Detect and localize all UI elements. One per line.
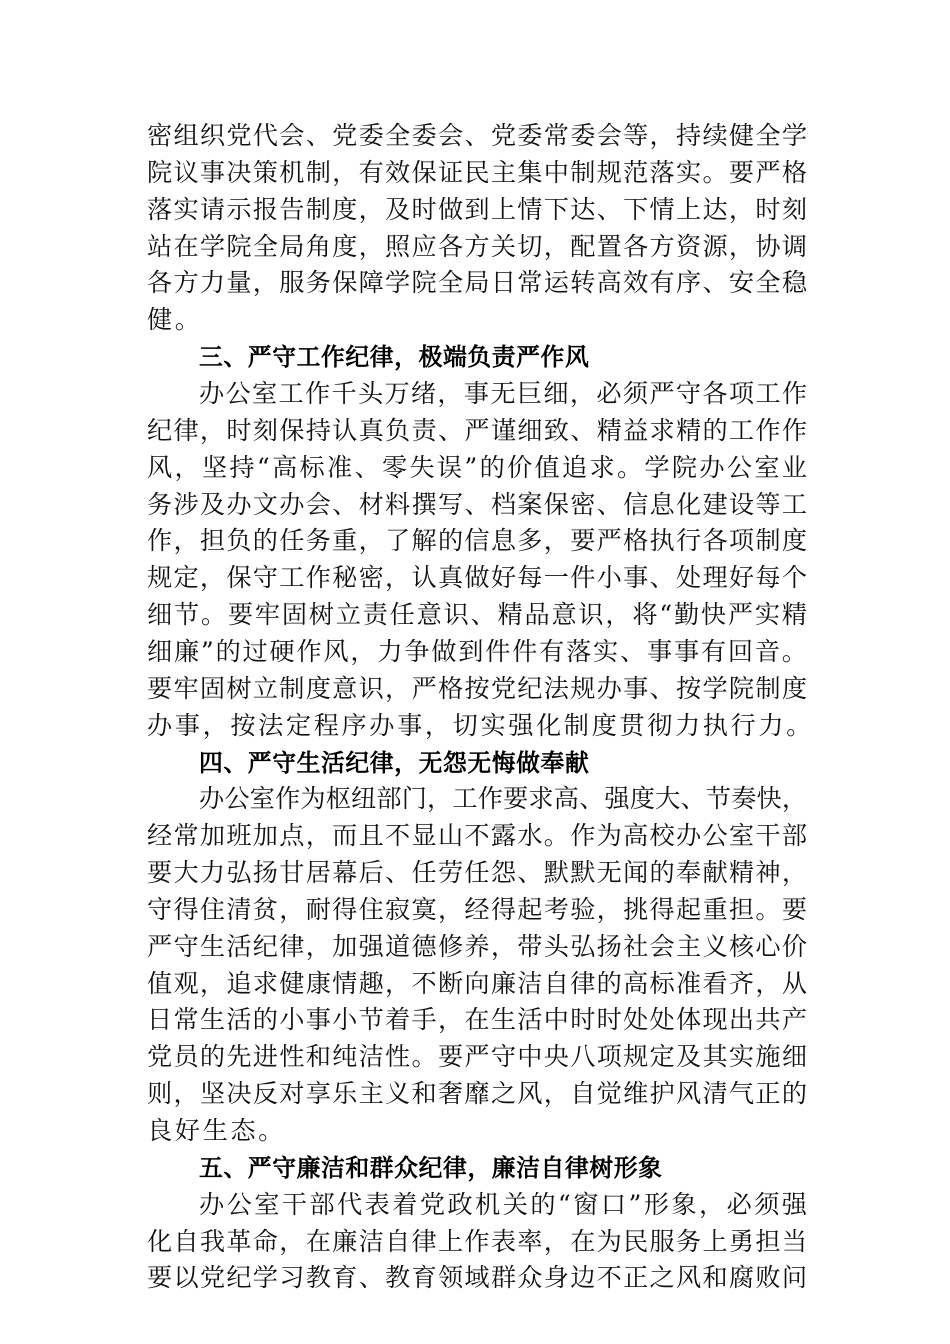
section-heading: 五、严守廉洁和群众纪律，廉洁自律树形象 [199, 1153, 663, 1182]
paragraph-first-line: 办公室工作千头万绪，事无巨细，必须严守各项工作 [199, 378, 807, 408]
body-text-line: 守得住清贫，耐得住寂寞，经得起考验，挑得起重担。要 [147, 894, 807, 924]
body-text-line: 站在学院全局角度，照应各方关切，配置各方资源，协调 [147, 231, 807, 261]
paragraph-last-line: 健。 [147, 305, 203, 335]
body-text-line: 密组织党代会、党委全委会、党委常委会等，持续健全学 [147, 121, 807, 150]
paragraph-last-line: 良好生态。 [147, 1116, 286, 1145]
body-text-line: 要牢固树立制度意识，严格按党纪法规办事、按学院制度 [147, 673, 807, 703]
body-text-line: 党员的先进性和纯洁性。要严守中央八项规定及其实施细 [147, 1042, 807, 1072]
body-text-line: 值观，追求健康情趣，不断向廉洁自律的高标准看齐，从 [147, 968, 807, 998]
body-text-line: 细廉”的过硬作风，力争做到件件有落实、事事有回音。 [147, 636, 807, 666]
body-text-line: 严守生活纪律，加强道德修养，带头弘扬社会主义核心价 [147, 931, 807, 961]
body-text-line: 各方力量，服务保障学院全局日常运转高效有序、安全稳 [147, 268, 807, 298]
body-text-line: 经常加班加点，而且不显山不露水。作为高校办公室干部 [147, 821, 807, 851]
body-text-line: 日常生活的小事小节着手，在生活中时时处处体现出共产 [147, 1005, 807, 1035]
body-text-line: 细节。要牢固树立责任意识、精品意识，将“勤快严实精 [147, 600, 807, 629]
section-heading: 四、严守生活纪律，无怨无悔做奉献 [199, 748, 590, 777]
body-text-line: 化自我革命，在廉洁自律上作表率，在为民服务上勇担当 [147, 1226, 807, 1256]
paragraph-first-line: 办公室干部代表着党政机关的“窗口”形象，必须强 [199, 1189, 807, 1219]
section-heading: 三、严守工作纪律，极端负责严作风 [199, 343, 590, 372]
body-text-line: 风，坚持“高标准、零失误”的价值追求。学院办公室业 [147, 452, 807, 482]
paragraph-last-line: 办事，按法定程序办事，切实强化制度贯彻力执行力。 [147, 710, 814, 740]
body-text-line: 要大力弘扬甘居幕后、任劳任怨、默默无闻的奉献精神， [147, 858, 807, 887]
body-text-line: 则，坚决反对享乐主义和奢靡之风，自觉维护风清气正的 [147, 1079, 807, 1109]
body-text-line: 作，担负的任务重，了解的信息多，要严格执行各项制度 [147, 526, 807, 556]
body-text-line: 落实请示报告制度，及时做到上情下达、下情上达，时刻 [147, 194, 807, 224]
body-text-line: 纪律，时刻保持认真负责、严谨细致、精益求精的工作作 [147, 415, 807, 445]
body-text-line: 规定，保守工作秘密，认真做好每一件小事、处理好每个 [147, 563, 807, 593]
body-text-line: 要以党纪学习教育、教育领域群众身边不正之风和腐败问 [147, 1263, 807, 1293]
body-text-line: 院议事决策机制，有效保证民主集中制规范落实。要严格 [147, 157, 807, 187]
body-text-line: 务涉及办文办会、材料撰写、档案保密、信息化建设等工 [147, 489, 807, 519]
paragraph-first-line: 办公室作为枢纽部门，工作要求高、强度大、节奏快， [199, 784, 807, 814]
